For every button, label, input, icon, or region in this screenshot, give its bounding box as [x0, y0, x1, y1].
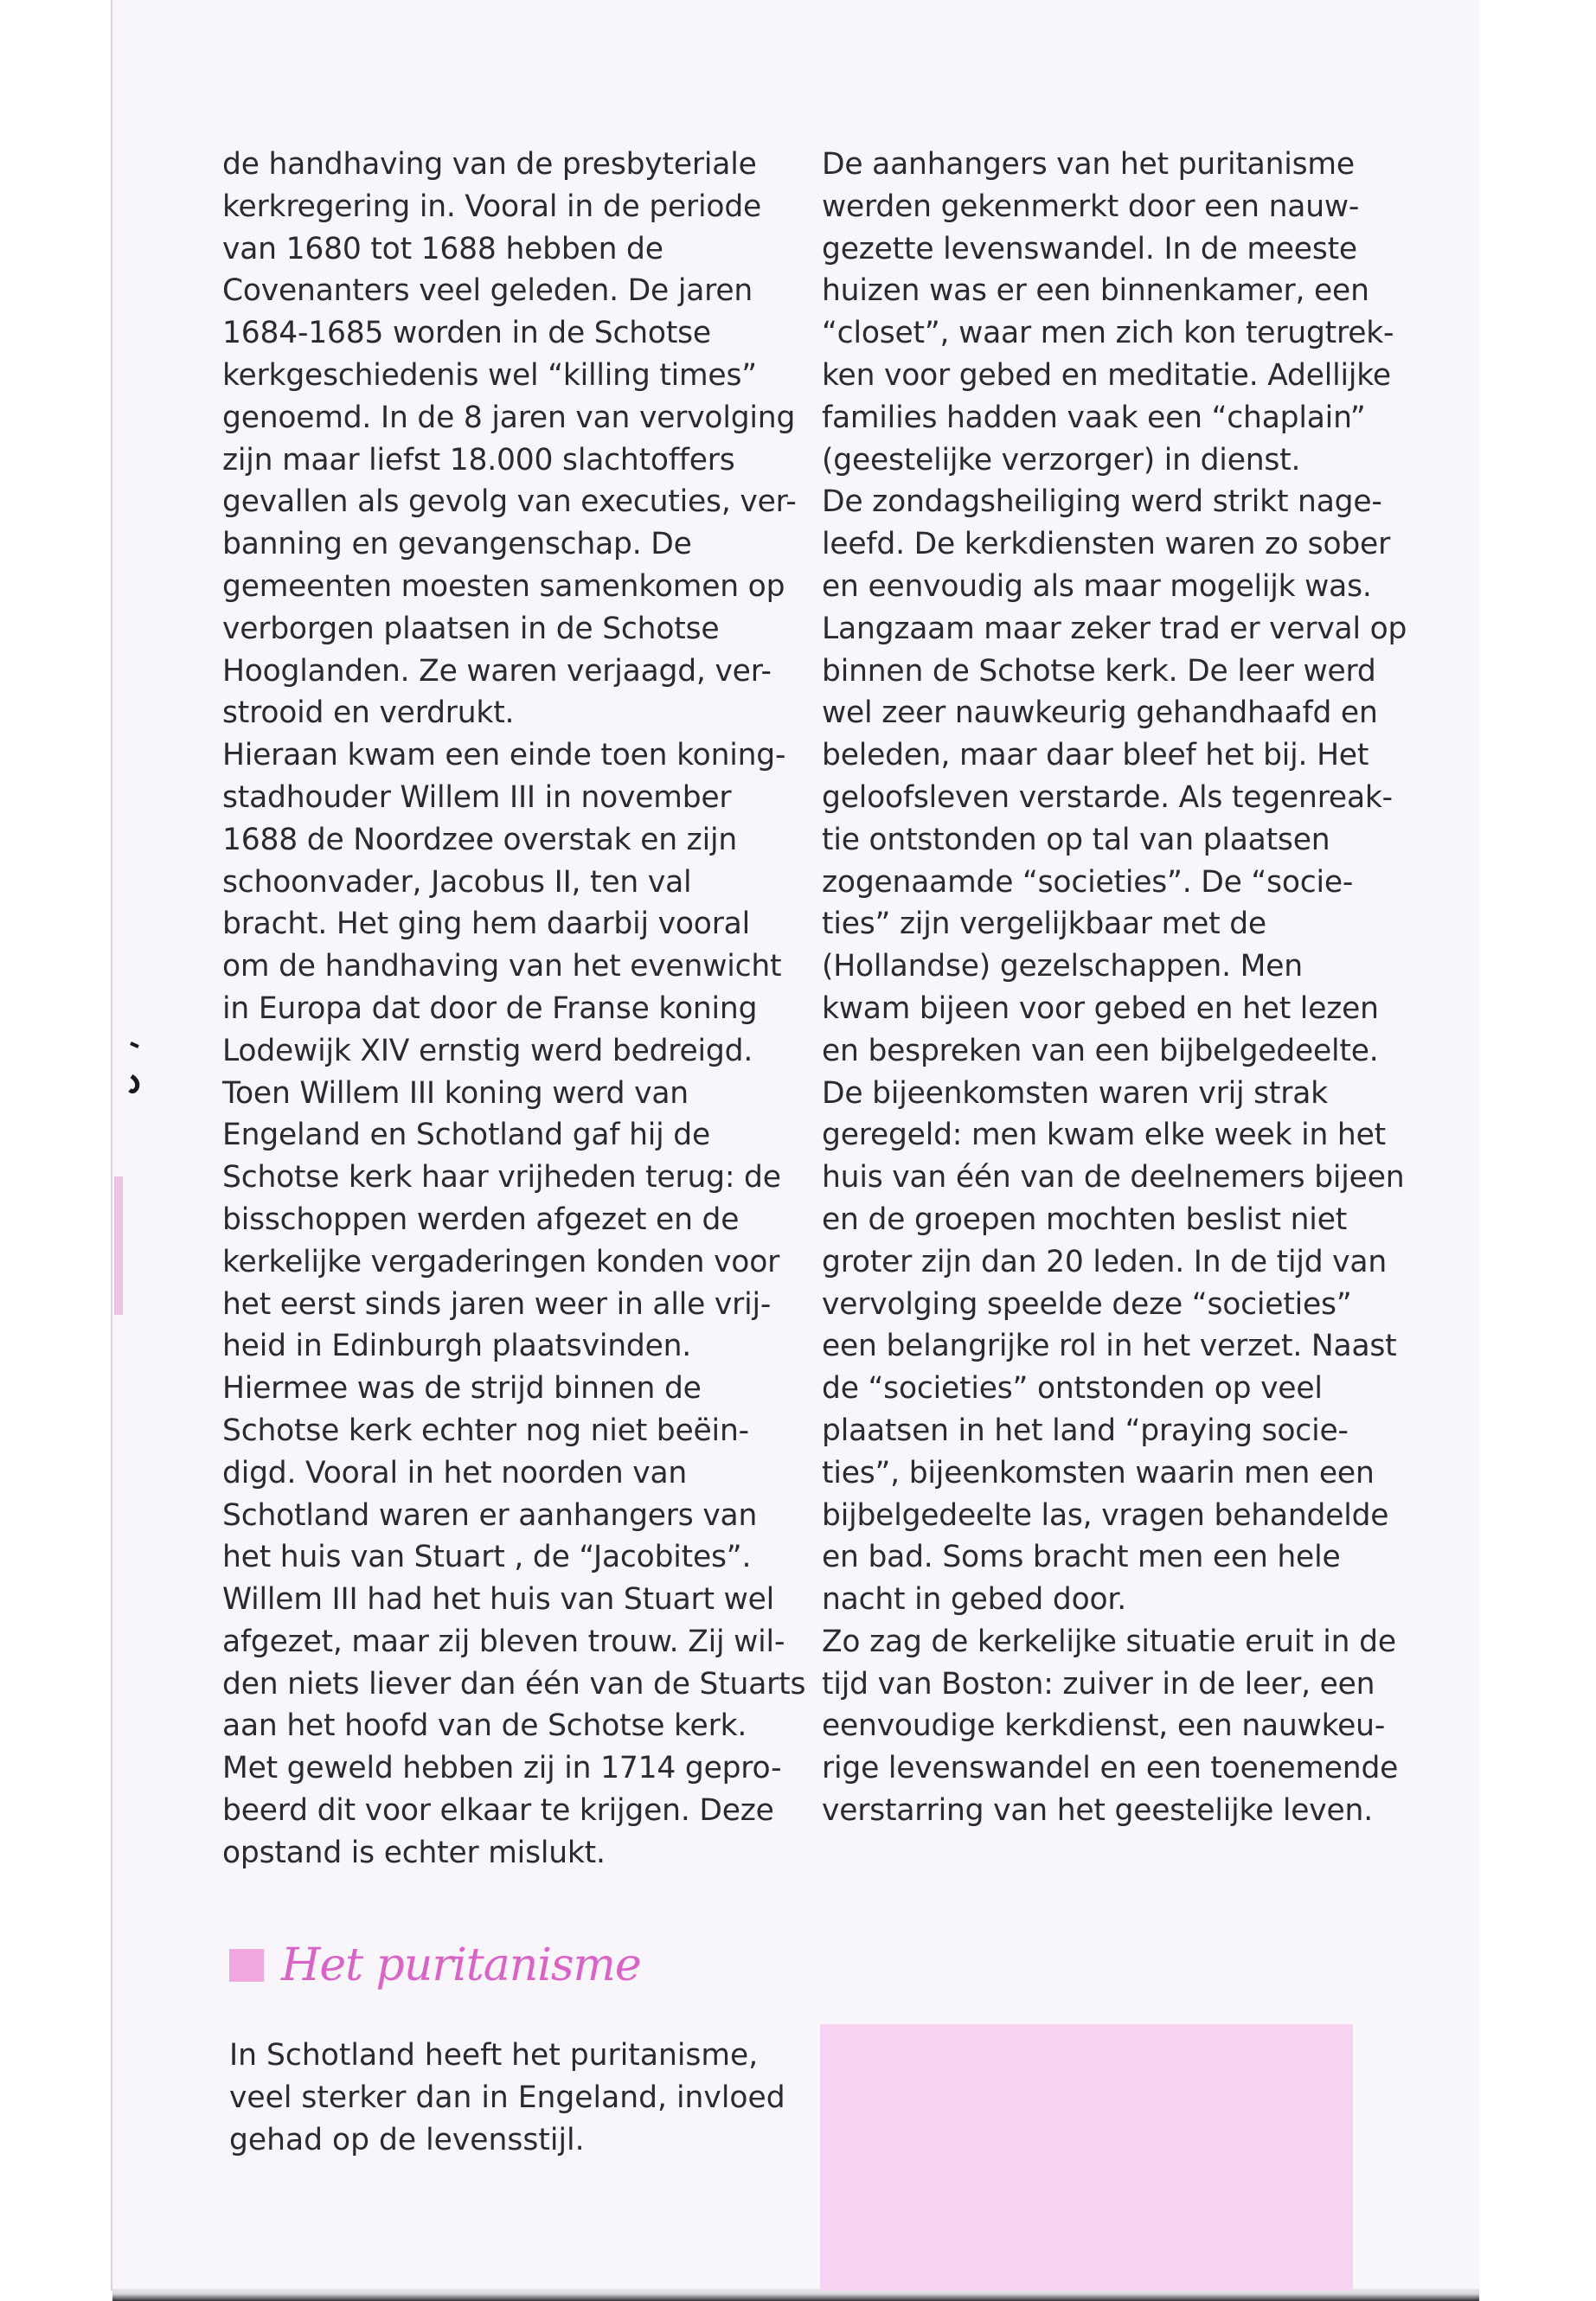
text-line: Met geweld hebben zij in 1714 gepro-: [222, 1751, 782, 1786]
text-line: geloofsleven verstarde. Als tegenreak-: [822, 779, 1393, 815]
text-line: Schotse kerk echter nog niet beëin-: [222, 1413, 749, 1448]
text-line: gehad op de levensstijl.: [229, 2122, 585, 2157]
text-line: Hiermee was de strijd binnen de: [222, 1371, 702, 1407]
text-line: kerkgeschiedenis wel “killing times”: [222, 357, 757, 393]
text-line: verstarring van het geestelijke leven.: [822, 1793, 1373, 1829]
text-line: De zondagsheiliging werd strikt nage-: [822, 484, 1382, 520]
text-line: Zo zag de kerkelijke situatie eruit in de: [822, 1624, 1396, 1659]
text-line: Schotland waren er aanhangers van: [222, 1497, 758, 1533]
text-line: en bespreken van een bijbelgedeelte.: [822, 1033, 1379, 1068]
text-line: afgezet, maar zij bleven trouw. Zij wil-: [222, 1624, 785, 1659]
chapter-tab-number-icon: [128, 1038, 142, 1099]
section-intro: [229, 2035, 783, 2161]
text-line: (geestelijke verzorger) in dienst.: [822, 442, 1301, 478]
text-line: Lodewijk XIV ernstig werd bedreigd.: [222, 1033, 753, 1068]
text-line: vervolging speelde deze “societies”: [822, 1286, 1352, 1322]
text-line: huizen was er een binnenkamer, een: [822, 273, 1369, 309]
text-line: rige levenswandel en een toenemende: [822, 1751, 1399, 1786]
text-line: In Schotland heeft het puritanisme,: [229, 2038, 759, 2073]
text-line: Hieraan kwam een einde toen koning-: [222, 738, 786, 773]
text-line: Schotse kerk haar vrijheden terug: de: [222, 1160, 781, 1195]
text-line: De aanhangers van het puritanisme: [822, 147, 1355, 182]
text-line: en eenvoudig als maar mogelijk was.: [822, 568, 1372, 604]
text-line: nacht in gebed door.: [822, 1582, 1126, 1618]
text-line: zijn maar liefst 18.000 slachtoffers: [222, 442, 735, 478]
text-line: en bad. Soms bracht men een hele: [822, 1540, 1341, 1575]
text-line: ties” zijn vergelijkbaar met de: [822, 907, 1266, 942]
text-line: opstand is echter mislukt.: [222, 1835, 606, 1870]
text-line: tie ontstonden op tal van plaatsen: [822, 822, 1330, 857]
text-line: eenvoudige kerkdienst, een nauwkeu-: [822, 1708, 1386, 1744]
text-line: kerkelijke vergaderingen konden voor: [222, 1244, 780, 1279]
margin-mask: [0, 952, 115, 1185]
text-line: het huis van Stuart , de “Jacobites”.: [222, 1540, 752, 1575]
text-line: de “societies” ontstonden op veel: [822, 1371, 1323, 1407]
heading-square-icon: [229, 1949, 264, 1982]
text-line: (Hollandse) gezelschappen. Men: [822, 949, 1303, 984]
text-line: banning en gevangenschap. De: [222, 527, 692, 562]
text-line: huis van één van de deelnemers bijeen: [822, 1160, 1405, 1195]
text-line: van 1680 tot 1688 hebben de: [222, 231, 663, 266]
text-line: de handhaving van de presbyteriale: [222, 147, 757, 182]
text-line: De bijeenkomsten waren vrij strak: [822, 1075, 1328, 1111]
text-line: om de handhaving van het evenwicht: [222, 949, 782, 984]
text-line: verborgen plaatsen in de Schotse: [222, 611, 720, 646]
text-line: Willem III had het huis van Stuart wel: [222, 1582, 775, 1618]
text-line: Covenanters veel geleden. De jaren: [222, 273, 753, 309]
text-line: kwam bijeen voor gebed en het lezen: [822, 990, 1379, 1026]
text-line: groter zijn dan 20 leden. In de tijd van: [822, 1244, 1388, 1279]
left-text-column: [222, 144, 806, 1875]
page-bottom-edge: [112, 2289, 1479, 2301]
text-line: leefd. De kerkdiensten waren zo sober: [822, 527, 1391, 562]
text-line: gevallen als gevolg van executies, ver-: [222, 484, 797, 520]
text-line: strooid en verdrukt.: [222, 695, 515, 731]
text-line: tijd van Boston: zuiver in de leer, een: [822, 1666, 1375, 1702]
text-line: genoemd. In de 8 jaren van vervolging: [222, 400, 796, 435]
chapter-tab-bar: [114, 1176, 123, 1315]
text-line: bisschoppen werden afgezet en de: [222, 1202, 740, 1237]
text-line: “closet”, waar men zich kon terugtrek-: [822, 316, 1394, 351]
section-heading: [229, 1935, 641, 1996]
text-line: aan het hoofd van de Schotse kerk.: [222, 1708, 747, 1744]
text-line: heid in Edinburgh plaatsvinden.: [222, 1329, 692, 1364]
text-line: stadhouder Willem III in november: [222, 779, 732, 815]
text-line: plaatsen in het land “praying socie-: [822, 1413, 1349, 1448]
text-line: Langzaam maar zeker trad er verval op: [822, 611, 1407, 646]
text-line: en de groepen mochten beslist niet: [822, 1202, 1348, 1237]
text-line: het eerst sinds jaren weer in alle vrij-: [222, 1286, 772, 1322]
text-line: gezette levenswandel. In de meeste: [822, 231, 1357, 266]
text-line: binnen de Schotse kerk. De leer werd: [822, 653, 1376, 689]
text-line: schoonvader, Jacobus II, ten val: [222, 864, 692, 900]
text-line: wel zeer nauwkeurig gehandhaafd en: [822, 695, 1378, 731]
text-line: 1684-1685 worden in de Schotse: [222, 316, 711, 351]
text-line: zogenaamde “societies”. De “socie-: [822, 864, 1354, 900]
section-heading-text: Het puritanisme: [281, 1939, 641, 1991]
pink-panel: [820, 2024, 1353, 2291]
text-line: werden gekenmerkt door een nauw-: [822, 189, 1360, 224]
text-line: Hooglanden. Ze waren verjaagd, ver-: [222, 653, 772, 689]
text-line: bijbelgedeelte las, vragen behandelde: [822, 1497, 1389, 1533]
text-line: veel sterker dan in Engeland, invloed: [229, 2080, 785, 2115]
text-line: digd. Vooral in het noorden van: [222, 1455, 688, 1490]
text-line: 1688 de Noordzee overstak en zijn: [222, 822, 738, 857]
text-line: ken voor gebed en meditatie. Adellijke: [822, 357, 1391, 393]
text-line: den niets liever dan één van de Stuarts: [222, 1666, 806, 1702]
text-line: Toen Willem III koning werd van: [222, 1075, 689, 1111]
text-line: gemeenten moesten samenkomen op: [222, 568, 785, 604]
text-line: beleden, maar daar bleef het bij. Het: [822, 738, 1369, 773]
text-line: kerkregering in. Vooral in de periode: [222, 189, 762, 224]
text-line: beerd dit voor elkaar te krijgen. Deze: [222, 1793, 774, 1829]
text-line: Engeland en Schotland gaf hij de: [222, 1118, 711, 1153]
text-line: geregeld: men kwam elke week in het: [822, 1118, 1386, 1153]
right-text-column: [822, 144, 1407, 1832]
text-line: families hadden vaak een “chaplain”: [822, 400, 1366, 435]
text-line: in Europa dat door de Franse koning: [222, 990, 758, 1026]
text-line: bracht. Het ging hem daarbij vooral: [222, 907, 751, 942]
text-line: een belangrijke rol in het verzet. Naast: [822, 1329, 1397, 1364]
text-line: ties”, bijeenkomsten waarin men een: [822, 1455, 1375, 1490]
